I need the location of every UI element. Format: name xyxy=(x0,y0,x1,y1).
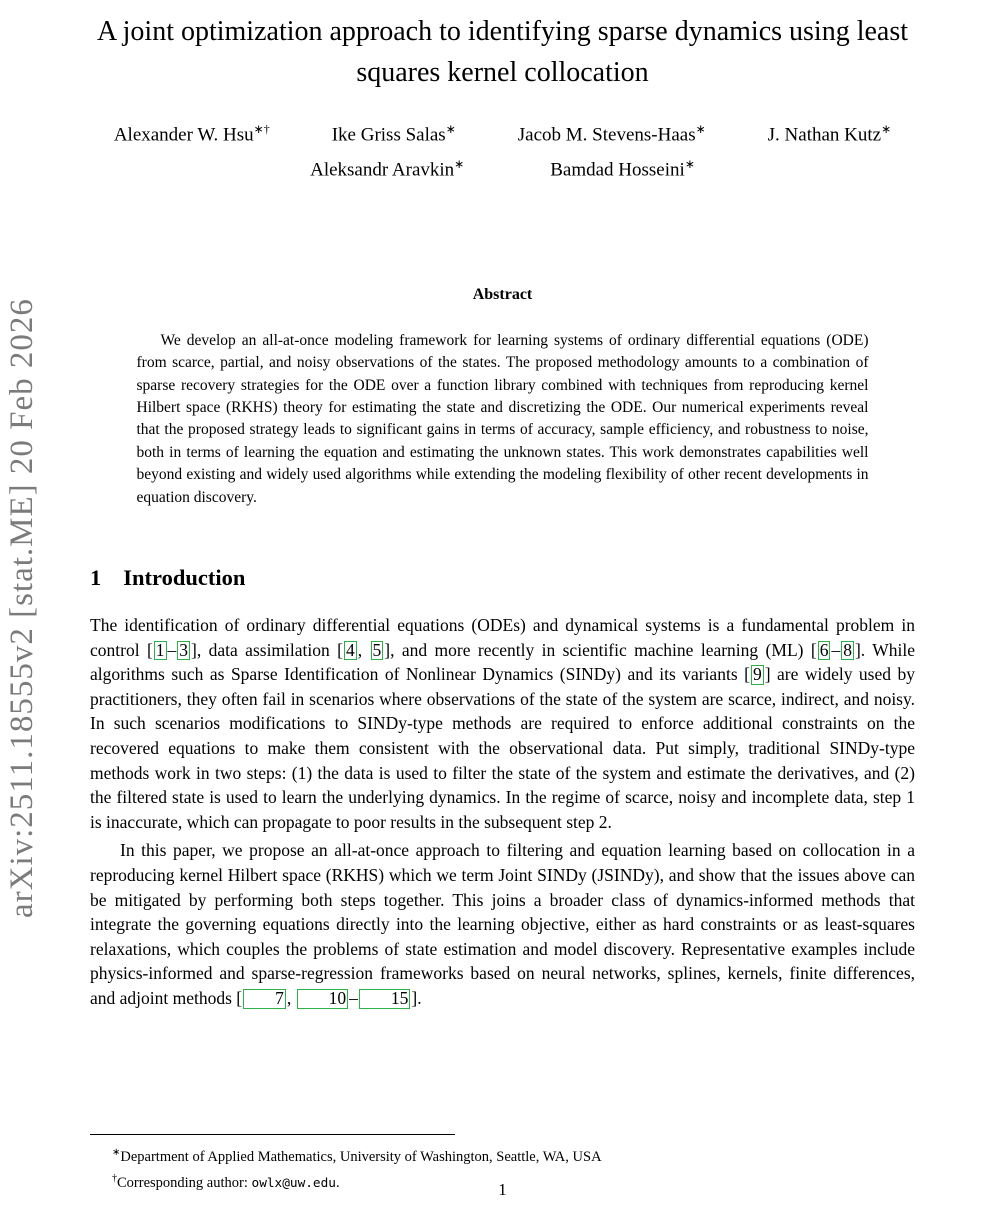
section-number: 1 xyxy=(90,565,102,591)
author-marker: ∗ xyxy=(454,156,465,171)
email-link[interactable]: owlx@uw.edu xyxy=(251,1175,336,1191)
author xyxy=(768,115,892,149)
author-marker: ∗ xyxy=(881,122,892,137)
citation-link[interactable]: 4 xyxy=(345,639,355,660)
author xyxy=(550,150,695,184)
author xyxy=(518,115,706,149)
arxiv-watermark: arXiv:2511.18555v2 [stat.ME] 20 Feb 2026 xyxy=(4,298,40,918)
author-marker: ∗ xyxy=(695,122,706,137)
citation-link[interactable]: 8 xyxy=(843,639,852,660)
section-heading xyxy=(90,565,915,591)
citation-link[interactable]: 5 xyxy=(372,639,382,660)
page-number: 1 xyxy=(498,1180,507,1199)
footnote-affiliation xyxy=(90,1142,915,1168)
citation-link[interactable]: 1 xyxy=(155,639,165,660)
author-name: Bamdad Hosseini xyxy=(550,158,685,180)
author-name: Aleksandr Aravkin xyxy=(310,158,455,180)
authors-row-1 xyxy=(90,115,915,149)
author-marker: ∗† xyxy=(253,122,270,137)
citation-link[interactable]: 10 xyxy=(297,989,349,1009)
footnote-text: Corresponding author: owlx@uw.edu. xyxy=(117,1174,340,1191)
author-name: Alexander W. Hsu xyxy=(113,124,254,146)
citation-link[interactable]: 7 xyxy=(243,989,286,1009)
citation-link[interactable]: 3 xyxy=(179,639,189,660)
citation-link[interactable]: 9 xyxy=(752,664,762,685)
footnote-rule xyxy=(90,1134,455,1135)
abstract-text: We develop an all-at-once modeling framework for learning systems of ordinary differential equations (ODE) from scarce, partial, and noisy observations of the states. The proposed methodology amounts to a combination of sparse recovery strategies for the ODE over a function library combined with techniques from reproducing kernel Hilbert space (RKHS) theory for estimating the state and discretizing the ODE. Our numerical experiments reveal that the proposed strategy leads to significant gains in terms of accuracy, sample efficiency, and robustness to noise, both in terms of learning the equation and estimating the unknown states. This work demonstrates capabilities well beyond existing and widely used algorithms while extending the modeling flexibility of other recent developments in equation discovery. xyxy=(136,331,869,506)
author-name: Jacob M. Stevens-Haas xyxy=(517,124,696,146)
author-marker: ∗ xyxy=(445,122,456,137)
author-name: Ike Griss Salas xyxy=(331,124,446,146)
footnote-text: Department of Applied Mathematics, University of Washington, Seattle, WA, USA xyxy=(120,1148,602,1165)
citation-link[interactable]: 6 xyxy=(819,639,829,660)
footnote-marker: ∗ xyxy=(112,1147,121,1158)
author xyxy=(332,115,456,149)
authors-row-2 xyxy=(90,150,915,184)
author xyxy=(114,115,270,149)
intro-paragraph-1: The identification of ordinary differential equations (ODEs) and dynamical systems is a fundamental problem in control [ 1 – 3 ], data assimilation [ 4 , 5 ], and more recently in scientific machine learning (ML) [ 6 – 8 ]. While algorithms such as Sparse Identification of Nonlinear Dynamics (SINDy) and its variants [ 9 ] are widely used by practitioners, they often fail in scenarios where observations of the state of the system are scarce, indirect, and noisy. In such scenarios modifications to SINDy-type methods are required to enforce additional constraints on the recovered equations to make them consistent with the observational data. Put simply, traditional SINDy-type methods work in two steps: (1) the data is used to filter the state of the system and estimate the derivatives, and (2) the filtered state is used to learn the underlying dynamics. In the regime of scarce, noisy and incomplete data, step 1 is inaccurate, which can propagate to poor results in the subsequent step 2. xyxy=(90,615,915,832)
intro-paragraph-2: In this paper, we propose an all-at-once approach to filtering and equation learning based on collocation in a reproducing kernel Hilbert space (RKHS) which we term Joint SINDy (JSINDy), and show that the issues above can be mitigated by performing both steps together. This joins a broader class of dynamics-informed methods that integrate the governing equations directly into the learning objective, either as hard constraints or as least-squares relaxations, which couples the problems of state estimation and model discovery. Representative examples include physics-informed and sparse-regression frameworks based on neural networks, splines, kernels, finite differences, and adjoint methods [ 7 , 10 – 15 ]. xyxy=(90,840,915,1008)
page-title: A joint optimization approach to identifying sparse dynamics using least squares kernel collocation xyxy=(96,16,909,88)
abstract-heading: Abstract xyxy=(472,285,533,303)
author xyxy=(310,150,464,184)
citation-link[interactable]: 15 xyxy=(359,989,411,1009)
authors-block xyxy=(90,115,915,184)
author-name: J. Nathan Kutz xyxy=(767,124,882,146)
footnote-marker: † xyxy=(112,1172,117,1184)
author-marker: ∗ xyxy=(684,156,695,171)
section-title: Introduction xyxy=(123,565,246,591)
page xyxy=(0,12,1005,1011)
